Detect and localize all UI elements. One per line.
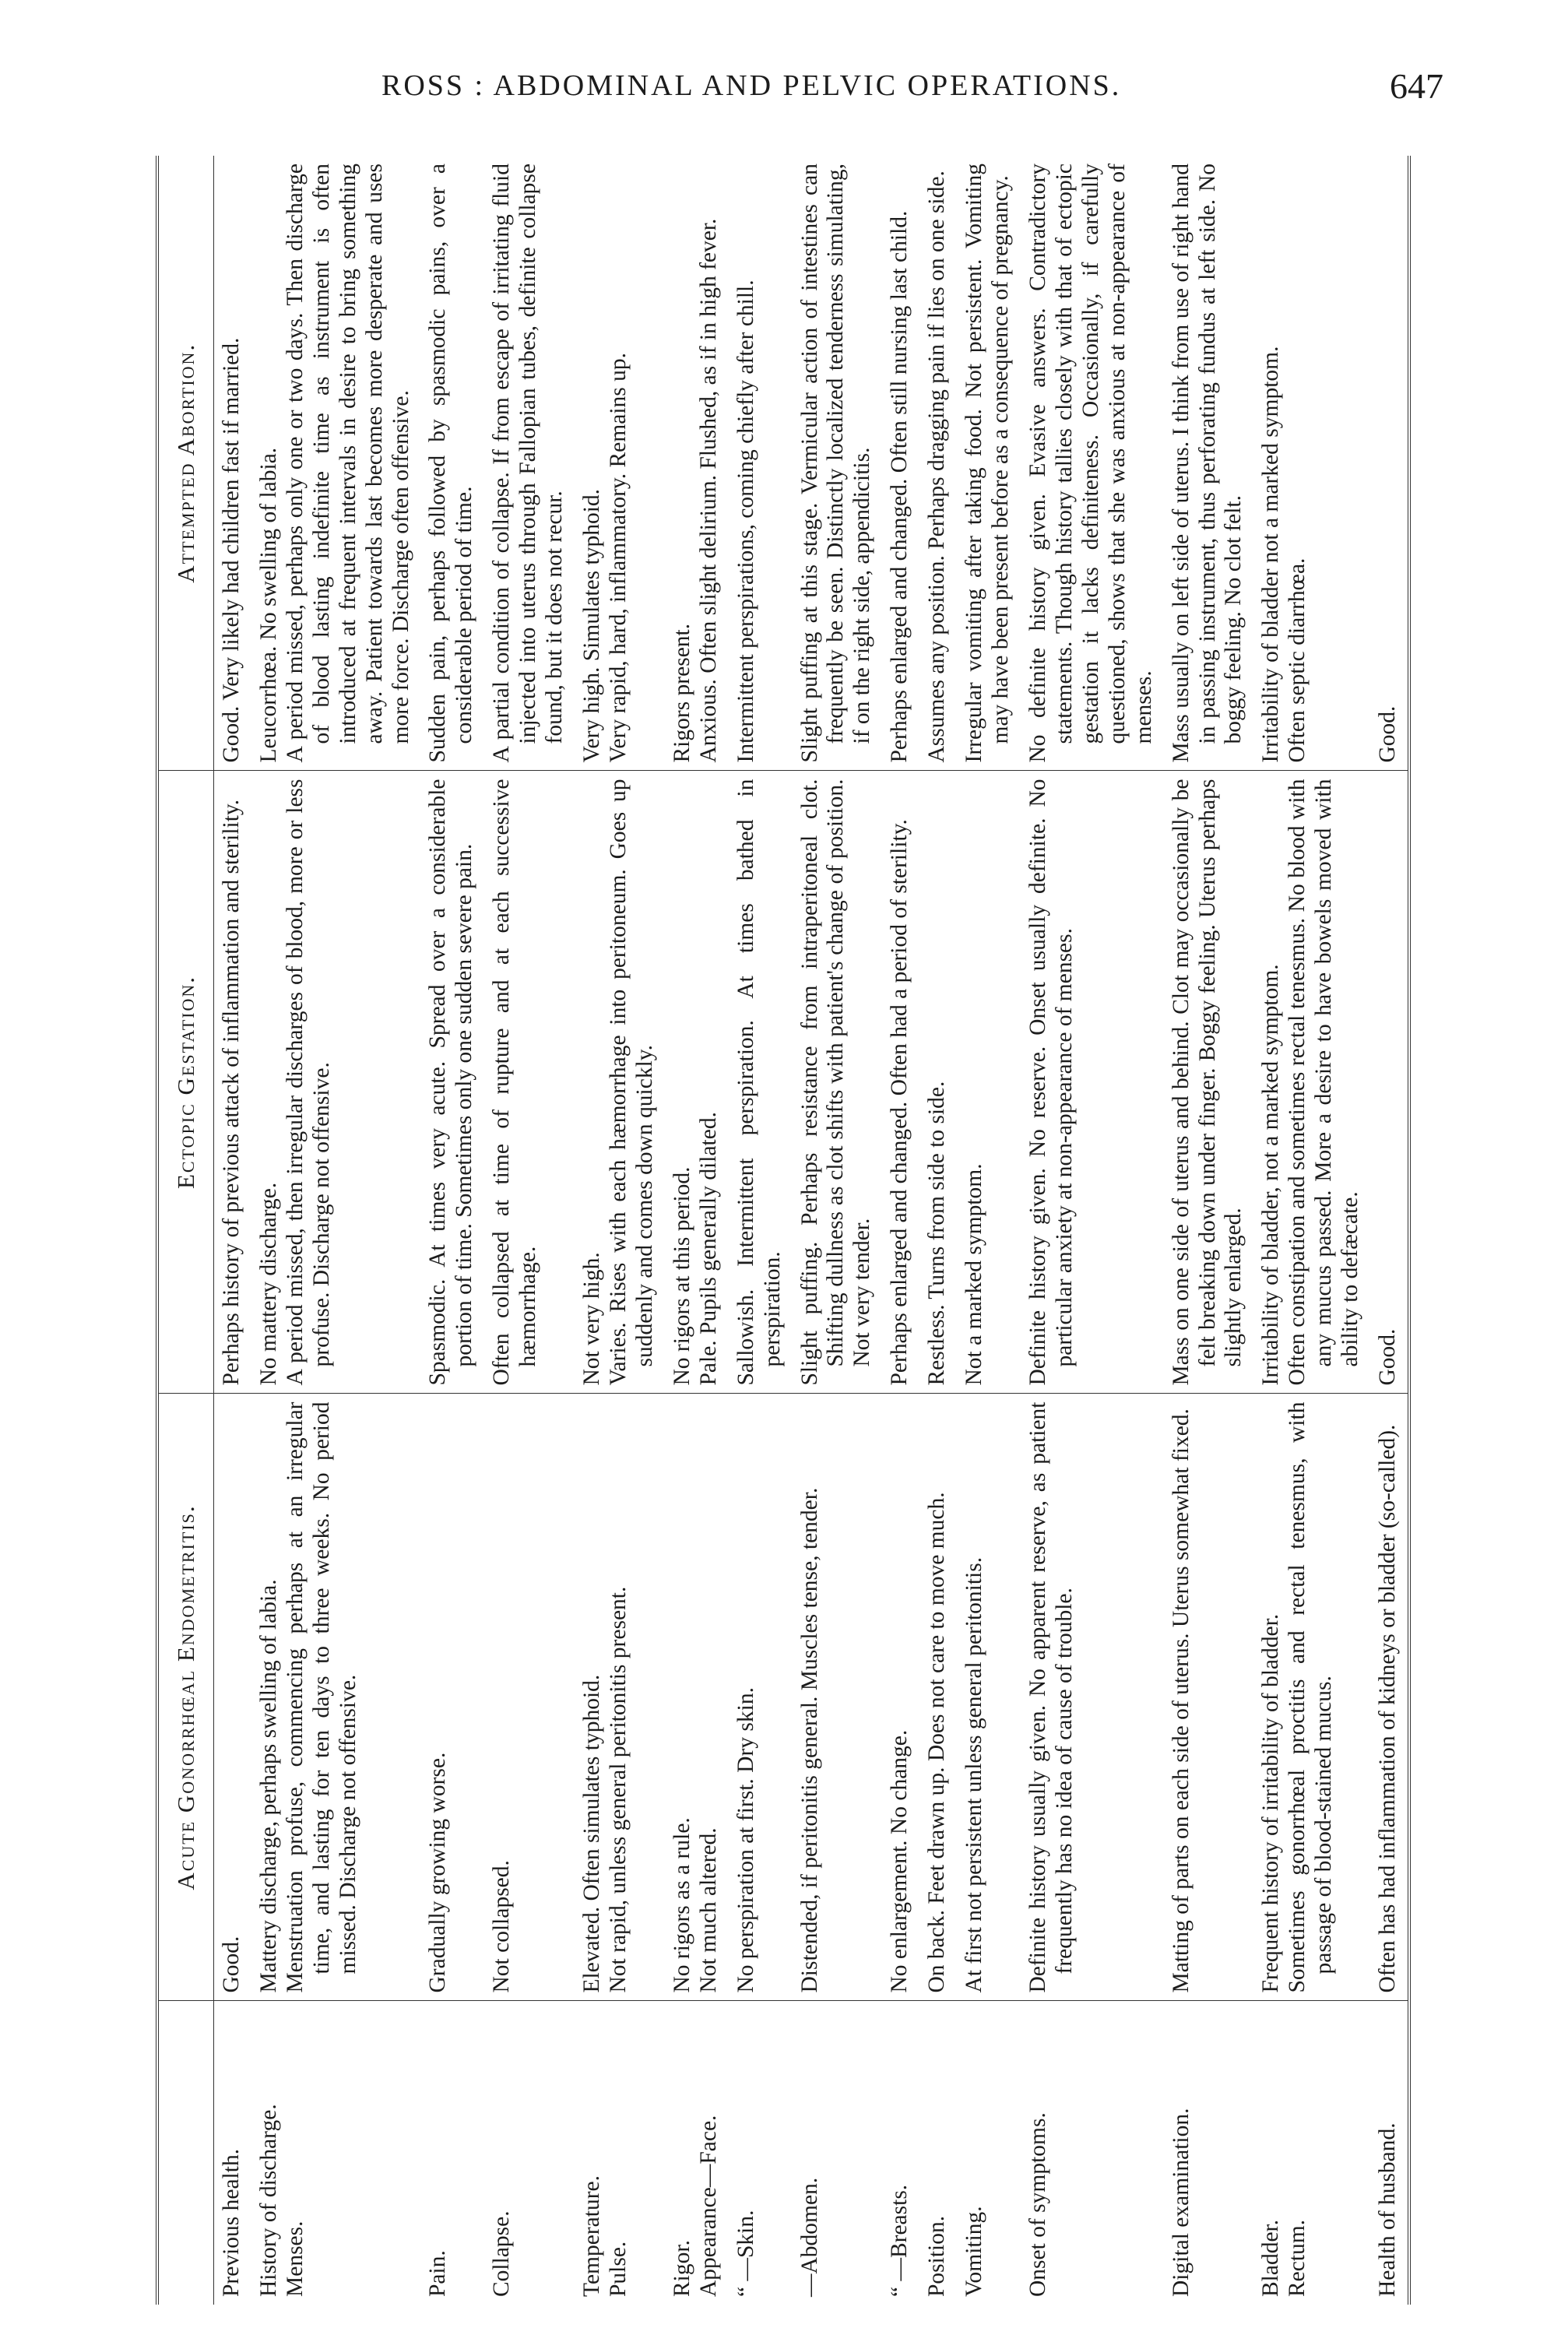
ectopic-entry: Restless. Turns from side to side. xyxy=(924,1081,950,1386)
abortion-entry: Irritability of bladder not a marked symptom. xyxy=(1258,346,1284,763)
gonorrhoeal-entry: Not much altered. xyxy=(695,1827,721,1993)
label-entry: Previous health. xyxy=(219,2148,244,2297)
gonorrhoeal-entry: Not collapsed. xyxy=(489,1860,515,1993)
table-cell-label xyxy=(957,2001,1021,2305)
label-entry: “ —Skin. xyxy=(733,2210,758,2297)
table-cell-gonorrhoeal xyxy=(251,1394,421,2001)
label-entry: Rigor. xyxy=(669,2240,694,2297)
table-cell-ectopic xyxy=(957,771,1021,1394)
table-cell-label xyxy=(793,2001,883,2305)
label-entry: History of discharge. xyxy=(255,2104,281,2297)
table-row xyxy=(882,156,919,2305)
table-row xyxy=(665,156,729,2305)
gonorrhoeal-entry: Matting of parts on each side of uterus. Uterus somewhat fixed. xyxy=(1168,1408,1194,1993)
label-entry: “ —Breasts. xyxy=(887,2184,912,2297)
table-cell-label xyxy=(251,2001,421,2305)
gonorrhoeal-entry: Not rapid, unless general peritonitis present. xyxy=(605,1586,631,1993)
comparison-table xyxy=(156,156,1411,2305)
ectopic-entry: A period missed, then irregular discharges of blood, more or less profuse. Discharge not offensive. xyxy=(282,779,334,1386)
table-cell-ectopic xyxy=(214,771,251,1394)
gonorrhoeal-entry: Good. xyxy=(219,1936,244,1993)
gonorrhoeal-entry: No rigors as a rule. xyxy=(669,1817,694,1993)
table-header-row xyxy=(157,156,214,2305)
table-row xyxy=(420,156,484,2305)
header-ectopic-gestation: Ectopic Gestation. xyxy=(157,771,214,1394)
table-cell-abortion xyxy=(484,156,575,771)
table-cell-label xyxy=(729,2001,793,2305)
table-cell-label xyxy=(1021,2001,1164,2305)
label-entry: Health of husband. xyxy=(1375,2122,1401,2297)
ectopic-entry: Spasmodic. At times very acute. Spread over a considerable portion of time. Sometimes only one sudden severe pain. xyxy=(425,779,477,1386)
table-cell-ectopic xyxy=(420,771,484,1394)
table-cell-abortion xyxy=(214,156,251,771)
abortion-entry: Good. Very likely had children fast if married. xyxy=(219,337,244,763)
table-cell-gonorrhoeal xyxy=(1164,1394,1254,2001)
ectopic-entry: Mass on one side of uterus and behind. Clot may occasionally be felt breaking down under finger. Boggy feeling. Uterus perhaps slightly enlarged. xyxy=(1168,779,1246,1386)
ectopic-entry: Often constipation and sometimes rectal tenesmus. No blood with any mucus passed. More a desire to have bowels moved with ability to defæcate. xyxy=(1285,779,1363,1386)
table-cell-abortion xyxy=(1253,156,1370,771)
gonorrhoeal-entry: Definite history usually given. No apparent reserve, as patient frequently has no idea of cause of trouble. xyxy=(1025,1401,1077,1993)
table-row xyxy=(957,156,1021,2305)
table-cell-abortion xyxy=(957,156,1021,771)
table-cell-label xyxy=(919,2001,957,2305)
table-cell-gonorrhoeal xyxy=(1370,1394,1409,2001)
header-gonorrhoeal-endometritis: Acute Gonorrhœal Endometritis. xyxy=(157,1394,214,2001)
abortion-entry: Assumes any position. Perhaps dragging pain if lies on one side. xyxy=(924,171,950,763)
ectopic-entry: Irritability of bladder, not a marked symptom. xyxy=(1258,964,1284,1386)
gonorrhoeal-entry: Mattery discharge, perhaps swelling of labia. xyxy=(255,1579,281,1993)
table-cell-ectopic xyxy=(251,771,421,1394)
table-cell-gonorrhoeal xyxy=(665,1394,729,2001)
table-cell-ectopic xyxy=(1164,771,1254,1394)
ectopic-entry: Not very high. xyxy=(579,1252,605,1386)
table-row xyxy=(484,156,575,2305)
abortion-entry: Rigors present. xyxy=(669,623,694,763)
table-cell-label xyxy=(1370,2001,1409,2305)
label-entry: Appearance—Face. xyxy=(695,2115,721,2297)
table-cell-label xyxy=(1164,2001,1254,2305)
label-entry: Rectum. xyxy=(1285,2219,1310,2297)
table-cell-ectopic xyxy=(793,771,883,1394)
table-row xyxy=(1164,156,1254,2305)
table-row xyxy=(251,156,421,2305)
table-cell-label xyxy=(882,2001,919,2305)
abortion-entry: Perhaps enlarged and changed. Often still nursing last child. xyxy=(887,210,912,763)
abortion-entry: A period missed, perhaps only one or two days. Then discharge of blood lasting indefinite time as instrument is often introduced at frequent intervals in desire to bring something away. Patient towards last becomes more desperate and uses more force. Discharge often offensive. xyxy=(282,164,413,763)
table-cell-gonorrhoeal xyxy=(919,1394,957,2001)
ectopic-entry: Good. xyxy=(1375,1328,1401,1386)
page-number: 647 xyxy=(1390,66,1443,106)
abortion-entry: Irregular vomiting after taking food. Not persistent. Vomiting may have been present before as a consequence of pregnancy. xyxy=(962,164,1014,763)
table-cell-abortion xyxy=(882,156,919,771)
table-cell-label xyxy=(420,2001,484,2305)
abortion-entry: Leucorrhœa. No swelling of labia. xyxy=(255,447,281,763)
ectopic-entry: Sallowish. Intermittent perspiration. At times bathed in perspiration. xyxy=(733,779,785,1386)
table-cell-gonorrhoeal xyxy=(575,1394,665,2001)
table-row xyxy=(919,156,957,2305)
abortion-entry: Intermittent perspirations, coming chiefly after chill. xyxy=(733,280,758,763)
ectopic-entry: Pale. Pupils generally dilated. xyxy=(695,1112,721,1386)
table-cell-ectopic xyxy=(575,771,665,1394)
ectopic-entry: No rigors at this period. xyxy=(669,1166,694,1386)
table-cell-abortion xyxy=(251,156,421,771)
gonorrhoeal-entry: On back. Feet drawn up. Does not care to move much. xyxy=(924,1492,950,1993)
table-row xyxy=(214,156,251,2305)
abortion-entry: A partial condition of collapse. If from escape of irritating fluid injected into uterus through Fallopian tubes, definite collapse found, but it does not recur. xyxy=(489,164,568,763)
table-cell-gonorrhoeal xyxy=(957,1394,1021,2001)
table-body xyxy=(214,156,1409,2305)
gonorrhoeal-entry: No enlargement. No change. xyxy=(887,1729,912,1993)
gonorrhoeal-entry: Sometimes gonorrhœal proctitis and rectal tenesmus, with passage of blood-stained mucus. xyxy=(1285,1401,1337,1993)
abortion-entry: No definite history given. Evasive answers. Contradictory statements. Though history tallies closely with that of ectopic gestation it lacks definiteness. Occasionally, if carefully questioned, shows that she was anxious at non-appearance of menses. xyxy=(1025,164,1156,763)
page-header xyxy=(0,66,1568,131)
label-entry: Position. xyxy=(924,2215,950,2297)
table-cell-ectopic xyxy=(1021,771,1164,1394)
gonorrhoeal-entry: Menstruation profuse, commencing perhaps at an irregular time, and lasting for ten days to three weeks. No period missed. Discharge not offensive. xyxy=(282,1401,360,1993)
table-cell-gonorrhoeal xyxy=(729,1394,793,2001)
label-entry: Menses. xyxy=(282,2221,308,2297)
abortion-entry: Anxious. Often slight delirium. Flushed, as if in high fever. xyxy=(695,218,721,763)
table-cell-gonorrhoeal xyxy=(420,1394,484,2001)
table-cell-ectopic xyxy=(484,771,575,1394)
table-cell-ectopic xyxy=(919,771,957,1394)
table-row xyxy=(793,156,883,2305)
table-cell-abortion xyxy=(420,156,484,771)
table-cell-ectopic xyxy=(729,771,793,1394)
table-cell-label xyxy=(665,2001,729,2305)
table-row xyxy=(729,156,793,2305)
table-cell-label xyxy=(214,2001,251,2305)
table-cell-label xyxy=(575,2001,665,2305)
table-cell-abortion xyxy=(793,156,883,771)
table-row xyxy=(1253,156,1370,2305)
label-entry: Onset of symptoms. xyxy=(1025,2112,1050,2297)
table-cell-abortion xyxy=(1021,156,1164,771)
abortion-entry: Often septic diarrhœa. xyxy=(1285,557,1310,763)
ectopic-entry: Varies. Rises with each hæmorrhage into peritoneum. Goes up suddenly and comes down quickly. xyxy=(605,779,657,1386)
header-label-column xyxy=(157,2001,214,2305)
label-entry: Vomiting. xyxy=(962,2206,987,2297)
table-cell-abortion xyxy=(575,156,665,771)
table-cell-ectopic xyxy=(882,771,919,1394)
table-row xyxy=(1021,156,1164,2305)
table-cell-abortion xyxy=(1370,156,1409,771)
table-cell-label xyxy=(484,2001,575,2305)
abortion-entry: Very high. Simulates typhoid. xyxy=(579,488,605,763)
label-entry: Collapse. xyxy=(489,2210,515,2297)
table-cell-ectopic xyxy=(1370,771,1409,1394)
table-cell-gonorrhoeal xyxy=(1021,1394,1164,2001)
table-cell-ectopic xyxy=(665,771,729,1394)
table-cell-gonorrhoeal xyxy=(882,1394,919,2001)
table-cell-abortion xyxy=(1164,156,1254,771)
table-row xyxy=(1370,156,1409,2305)
label-entry: Pain. xyxy=(425,2250,451,2297)
ectopic-entry: Definite history given. No reserve. Onset usually definite. No particular anxiety at non-appearance of menses. xyxy=(1025,779,1077,1386)
table-cell-gonorrhoeal xyxy=(793,1394,883,2001)
gonorrhoeal-entry: No perspiration at first. Dry skin. xyxy=(733,1687,758,1993)
abortion-entry: Very rapid, hard, inflammatory. Remains up. xyxy=(605,353,631,763)
ectopic-entry: Not a marked symptom. xyxy=(962,1163,987,1386)
label-entry: Digital examination. xyxy=(1168,2108,1194,2297)
gonorrhoeal-entry: Often has had inflammation of kidneys or bladder (so-called). xyxy=(1375,1424,1401,1993)
rotated-table-container xyxy=(156,156,1495,2305)
ectopic-entry: Often collapsed at time of rupture and at each successive hæmorrhage. xyxy=(489,779,541,1386)
table-cell-abortion xyxy=(729,156,793,771)
header-attempted-abortion: Attempted Abortion. xyxy=(157,156,214,771)
gonorrhoeal-entry: At first not persistent unless general peritonitis. xyxy=(962,1556,987,1993)
abortion-entry: Mass usually on left side of uterus. I think from use of right hand in passing instrument, thus perforating fundus at left side. No boggy feeling. No clot felt. xyxy=(1168,164,1246,763)
table-cell-ectopic xyxy=(1253,771,1370,1394)
ectopic-entry: No mattery discharge. xyxy=(255,1182,281,1386)
table-row xyxy=(575,156,665,2305)
table-cell-abortion xyxy=(665,156,729,771)
gonorrhoeal-entry: Gradually growing worse. xyxy=(425,1752,451,1993)
ectopic-entry: Slight puffing. Perhaps resistance from intraperitoneal clot. Shifting dullness as clot shifts with patient's change of position. Not very tender. xyxy=(796,779,875,1386)
table-cell-abortion xyxy=(919,156,957,771)
gonorrhoeal-entry: Frequent history of irritability of bladder. xyxy=(1258,1613,1284,1993)
ectopic-entry: Perhaps history of previous attack of inflammation and sterility. xyxy=(219,799,244,1386)
gonorrhoeal-entry: Elevated. Often simulates typhoid. xyxy=(579,1674,605,1993)
label-entry: —Abdomen. xyxy=(796,2177,822,2297)
table-cell-gonorrhoeal xyxy=(484,1394,575,2001)
abortion-entry: Good. xyxy=(1375,705,1401,763)
label-entry: Temperature. xyxy=(579,2175,605,2297)
table-frame xyxy=(156,156,1495,2305)
table-cell-label xyxy=(1253,2001,1370,2305)
gonorrhoeal-entry: Distended, if peritonitis general. Muscles tense, tender. xyxy=(796,1487,822,1993)
label-entry: Pulse. xyxy=(605,2241,631,2297)
table-cell-gonorrhoeal xyxy=(214,1394,251,2001)
abortion-entry: Slight puffing at this stage. Vermicular action of intestines can frequently be seen. Distinctly localized tenderness simulating, if on the right side, appendicitis. xyxy=(796,164,875,763)
label-entry: Bladder. xyxy=(1258,2219,1284,2297)
running-head: ROSS : ABDOMINAL AND PELVIC OPERATIONS. xyxy=(381,69,1122,102)
table-cell-gonorrhoeal xyxy=(1253,1394,1370,2001)
ectopic-entry: Perhaps enlarged and changed. Often had a period of sterility. xyxy=(887,819,912,1386)
abortion-entry: Sudden pain, perhaps followed by spasmodic pains, over a considerable period of time. xyxy=(425,164,477,763)
